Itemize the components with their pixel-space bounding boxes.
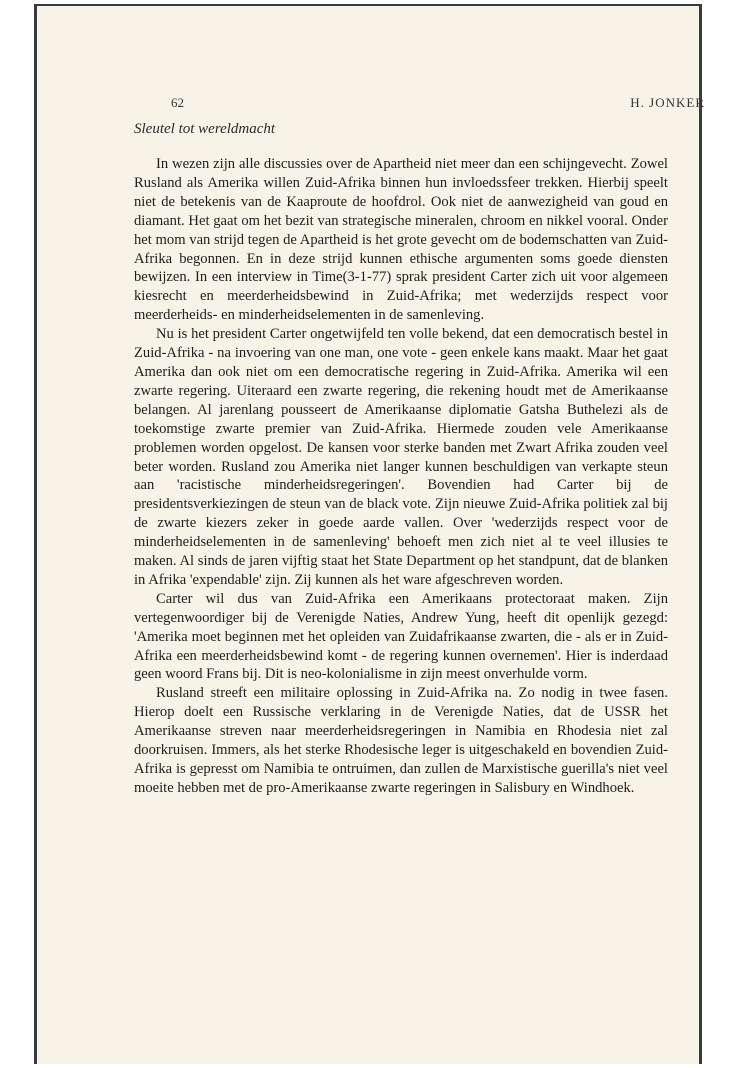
article-body (134, 155, 668, 798)
section-title: Sleutel tot wereldmacht (134, 121, 276, 137)
running-head-author: H. JONKER (630, 95, 705, 110)
paragraph: Carter wil dus van Zuid-Afrika een Amerikaans protectoraat maken. Zijn vertegenwoordiger bij de Verenigde Naties, Andrew Yung, heeft dit openlijk gezegd: 'Amerika moet beginnen met het opleiden van Zuidafrikaanse zwarten, die - als er in Zuid-Afrika een meerderheidsbewind komt - de regering kunnen overnemen'. Hier is inderdaad geen woord Frans bij. Dit is neo-kolonialisme in zijn meest onverhulde vorm. (134, 590, 668, 683)
page-number: 62 (171, 95, 184, 110)
paragraph: Nu is het president Carter ongetwijfeld ten volle bekend, dat een democratisch bestel in Zuid-Afrika - na invoering van one man, one vote - geen enkele kans maakt. Maar het gaat Amerika dan ook niet om een democratische regering in Zuid-Afrika. Amerika wil een zwarte regering. Uiteraard een zwarte regering, die rekening houdt met de Amerikaanse belangen. Al jarenlang pousseert de Amerikaanse diplomatie Gatsha Buthelezi als de toekomstige zwarte premier van Zuid-Afrika. Hiermede zouden vele Amerikaanse problemen worden opgelost. De kansen voor sterke banden met Zwart Afrika zouden veel beter worden. Rusland zou Amerika niet langer kunnen beschuldigen van verkapte steun aan 'racistische minderheidsregeringen'. Bovendien had Carter bij de presidentsverkiezingen de steun van de black vote. Zijn nieuwe Zuid-Afrika politiek zal bij de zwarte kiezers zeker in goede aarde vallen. Over 'wederzijds respect voor de minderheidselementen in de samenleving' behoeft men zich niet al te veel illusies te maken. Al sinds de jaren vijftig staat het State Department op het standpunt, dat de blanken in Afrika 'expendable' zijn. Zij kunnen als het ware afgeschreven worden. (134, 326, 668, 588)
paragraph: In wezen zijn alle discussies over de Apartheid niet meer dan een schijngevecht. Zowel Rusland als Amerika willen Zuid-Afrika binnen hun invloedssfeer trekken. Hierbij speelt niet de betekenis van de Kaaproute de hoofdrol. Ook niet de aanwezigheid van goud en diamant. Het gaat om het bezit van strategische mineralen, chroom en nikkel vooral. Onder het mom van strijd tegen de Apartheid is het grote gevecht om de bodemschatten van Zuid-Afrika begonnen. En in deze strijd kunnen ethische argumenten soms goede diensten bewijzen. In een interview in Time(3-1-77) sprak president Carter zich uit voor algemeen kiesrecht en meerderheidsbewind in Zuid-Afrika; met wederzijds respect voor meerderheids- en minderheidselementen in de samenleving. (134, 156, 668, 324)
paragraph: Rusland streeft een militaire oplossing in Zuid-Afrika na. Zo nodig in twee fasen. Hierop doelt een Russische verklaring in de Verenigde Naties, dat de USSR het Amerikaanse streven naar meerderheidsregeringen in Namibia en Rhodesia niet zal doorkruisen. Immers, als het sterke Rhodesische leger is uitgeschakeld en bovendien Zuid-Afrika is gepresst om Namibia te ontruimen, dan zullen de Marxistische guerilla's niet veel moeite hebben met de pro-Amerikaanse zwarte regeringen in Salisbury en Windhoek. (134, 685, 668, 796)
